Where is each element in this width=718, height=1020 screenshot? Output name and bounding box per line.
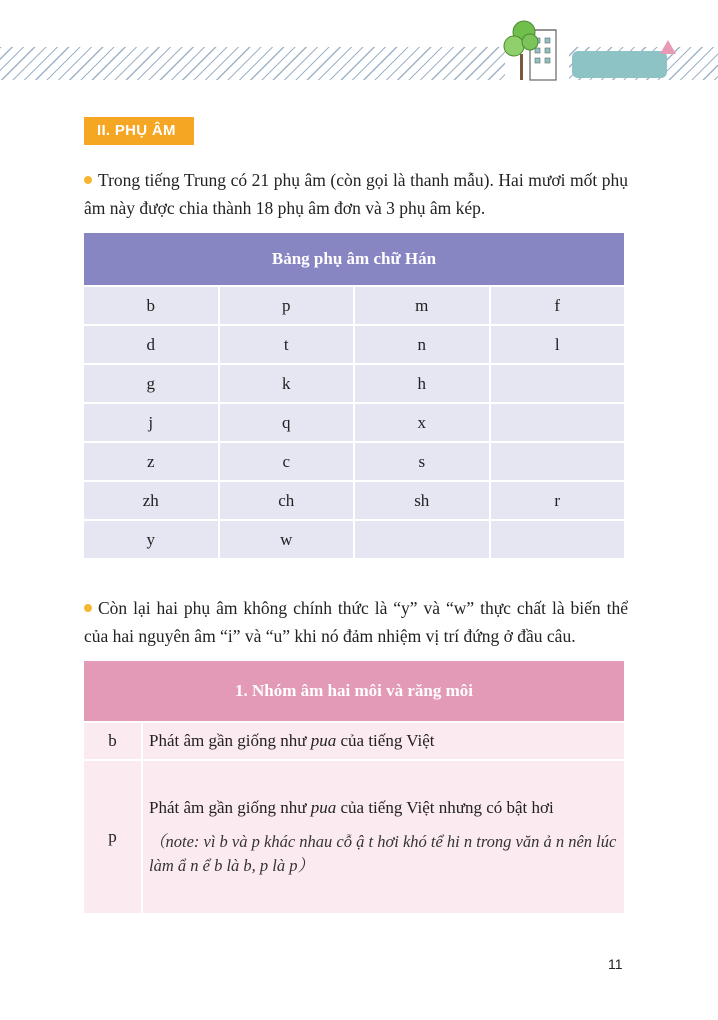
table-row xyxy=(84,443,624,480)
table-cell xyxy=(355,521,489,558)
table-row xyxy=(84,521,624,558)
note-text: （note: vì b và p khác nhau cỗ ậ t hơi khó tể hi n trong văn ả n nên lúc làm ẩ n ể b là b, p là p） xyxy=(149,832,617,875)
group-table-title: 1. Nhóm âm hai môi và răng môi xyxy=(84,661,624,721)
section-title: II. PHỤ ÂM xyxy=(84,117,194,145)
table-cell: t xyxy=(220,326,354,363)
table-cell: c xyxy=(220,443,354,480)
table-cell: sh xyxy=(355,482,489,519)
desc-text: của tiếng Việt xyxy=(336,731,435,750)
bullet-icon xyxy=(84,604,92,612)
page-number: 11 xyxy=(608,956,623,972)
table-cell xyxy=(491,404,625,441)
second-paragraph xyxy=(84,594,628,650)
table-row xyxy=(84,287,624,324)
desc-text: của tiếng Việt nhưng có bật hơi xyxy=(336,798,554,817)
table-row xyxy=(84,404,624,441)
consonant-key: p xyxy=(84,761,141,913)
consonant-key: b xyxy=(84,723,141,759)
table-cell xyxy=(491,521,625,558)
group-table xyxy=(82,659,626,915)
desc-emphasis: pua xyxy=(310,798,337,817)
triangle-decoration xyxy=(660,40,676,54)
table-cell: r xyxy=(491,482,625,519)
table-cell: b xyxy=(84,287,218,324)
table-cell: zh xyxy=(84,482,218,519)
table-cell: j xyxy=(84,404,218,441)
table-row xyxy=(84,723,624,759)
consonant-table-title: Bảng phụ âm chữ Hán xyxy=(84,233,624,285)
table-cell: n xyxy=(355,326,489,363)
table-cell: h xyxy=(355,365,489,402)
table-cell: p xyxy=(220,287,354,324)
header-tab-decoration xyxy=(572,51,667,78)
table-cell: s xyxy=(355,443,489,480)
table-cell: l xyxy=(491,326,625,363)
building-tree-icon xyxy=(500,16,570,82)
bullet-icon xyxy=(84,176,92,184)
consonant-table xyxy=(82,231,626,560)
intro-text: Trong tiếng Trung có 21 phụ âm (còn gọi là thanh mẫu). Hai mươi mốt phụ âm này được chia thành 18 phụ âm đơn và 3 phụ âm kép. xyxy=(84,170,628,218)
table-cell: m xyxy=(355,287,489,324)
desc-text: Phát âm gần giống như xyxy=(149,731,311,750)
table-cell: f xyxy=(491,287,625,324)
consonant-description xyxy=(143,723,624,759)
table-cell: w xyxy=(220,521,354,558)
desc-emphasis: pua xyxy=(310,731,337,750)
table-cell: x xyxy=(355,404,489,441)
table-cell xyxy=(491,443,625,480)
table-row xyxy=(84,326,624,363)
table-row xyxy=(84,482,624,519)
table-row xyxy=(84,365,624,402)
table-cell: k xyxy=(220,365,354,402)
table-cell: z xyxy=(84,443,218,480)
table-cell: ch xyxy=(220,482,354,519)
table-row xyxy=(84,761,624,913)
consonant-description xyxy=(143,761,624,913)
table-cell: q xyxy=(220,404,354,441)
table-cell: d xyxy=(84,326,218,363)
desc-text: Phát âm gần giống như xyxy=(149,798,311,817)
table-cell: g xyxy=(84,365,218,402)
intro-paragraph xyxy=(84,166,628,222)
table-cell xyxy=(491,365,625,402)
second-text: Còn lại hai phụ âm không chính thức là “y” và “w” thực chất là biến thể của hai nguyên âm “i” và “u” khi nó đảm nhiệm vị trí đứng ở đầu câu. xyxy=(84,598,628,646)
table-cell: y xyxy=(84,521,218,558)
